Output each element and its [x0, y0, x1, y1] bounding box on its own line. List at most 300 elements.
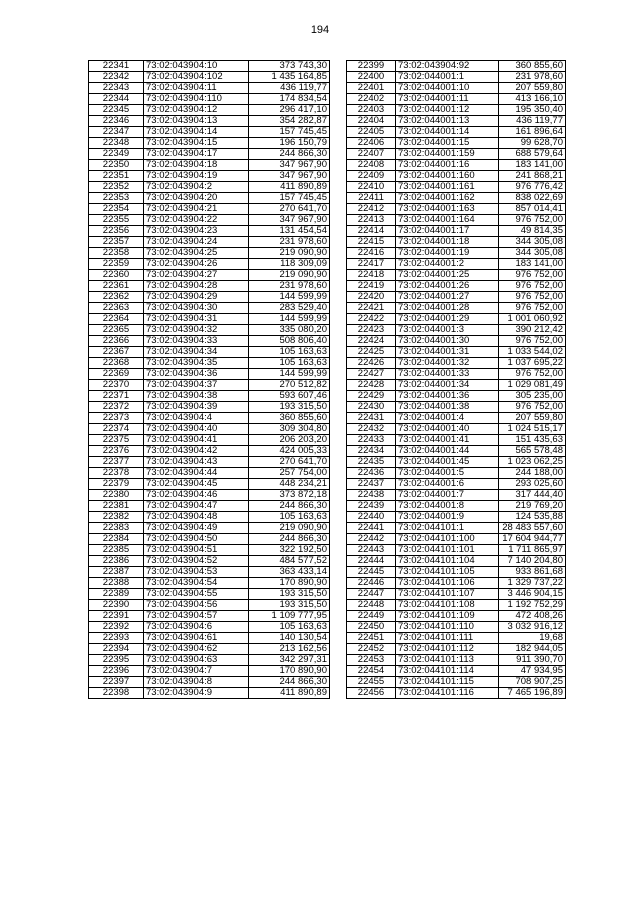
row-number: 22428: [347, 380, 396, 391]
cadastral-number: 73:02:044001:12: [396, 105, 499, 116]
cadastral-number: 73:02:044001:160: [396, 171, 499, 182]
table-row: [89, 644, 330, 655]
cadastral-number: 73:02:043904:15: [144, 138, 249, 149]
table-row: [89, 204, 330, 215]
cadastral-value: 49 814,35: [499, 226, 566, 237]
cadastral-number: 73:02:043904:57: [144, 611, 249, 622]
cadastral-value: 1 023 062,25: [499, 457, 566, 468]
cadastral-value: 335 080,20: [249, 325, 330, 336]
table-row: [89, 380, 330, 391]
table-row: [347, 512, 566, 523]
cadastral-value: 151 435,63: [499, 435, 566, 446]
cadastral-number: 73:02:044001:33: [396, 369, 499, 380]
row-number: 22446: [347, 578, 396, 589]
table-row: [89, 633, 330, 644]
row-number: 22436: [347, 468, 396, 479]
table-row: [347, 160, 566, 171]
table-row: [89, 402, 330, 413]
row-number: 22448: [347, 600, 396, 611]
cadastral-number: 73:02:044001:19: [396, 248, 499, 259]
cadastral-value: 976 752,00: [499, 281, 566, 292]
row-number: 22397: [89, 677, 144, 688]
cadastral-number: 73:02:043904:48: [144, 512, 249, 523]
row-number: 22380: [89, 490, 144, 501]
table-row: [89, 248, 330, 259]
cadastral-value: 347 967,90: [249, 160, 330, 171]
row-number: 22421: [347, 303, 396, 314]
row-number: 22449: [347, 611, 396, 622]
cadastral-value: 933 861,68: [499, 567, 566, 578]
row-number: 22373: [89, 413, 144, 424]
cadastral-number: 73:02:044001:7: [396, 490, 499, 501]
cadastral-value: 1 001 060,92: [499, 314, 566, 325]
row-number: 22367: [89, 347, 144, 358]
row-number: 22362: [89, 292, 144, 303]
table-row: [89, 160, 330, 171]
cadastral-number: 73:02:044001:8: [396, 501, 499, 512]
table-row: [347, 479, 566, 490]
table-row: [347, 226, 566, 237]
cadastral-number: 73:02:043904:50: [144, 534, 249, 545]
table-row: [347, 193, 566, 204]
row-number: 22347: [89, 127, 144, 138]
cadastral-value: 1 033 544,02: [499, 347, 566, 358]
cadastral-value: 976 752,00: [499, 215, 566, 226]
row-number: 22356: [89, 226, 144, 237]
cadastral-value: 1 024 515,17: [499, 424, 566, 435]
cadastral-number: 73:02:043904:23: [144, 226, 249, 237]
cadastral-value: 244 866,30: [249, 534, 330, 545]
table-row: [89, 424, 330, 435]
cadastral-number: 73:02:043904:40: [144, 424, 249, 435]
cadastral-number: 73:02:043904:2: [144, 182, 249, 193]
cadastral-value: 231 978,60: [499, 72, 566, 83]
table-row: [89, 688, 330, 699]
cadastral-number: 73:02:043904:92: [396, 61, 499, 72]
row-number: 22404: [347, 116, 396, 127]
cadastral-value: 976 752,00: [499, 270, 566, 281]
row-number: 22405: [347, 127, 396, 138]
table-row: [89, 622, 330, 633]
cadastral-value: 28 483 557,60: [499, 523, 566, 534]
row-number: 22401: [347, 83, 396, 94]
cadastral-value: 105 163,63: [249, 358, 330, 369]
cadastral-number: 73:02:044001:161: [396, 182, 499, 193]
cadastral-number: 73:02:043904:102: [144, 72, 249, 83]
table-row: [89, 457, 330, 468]
row-number: 22443: [347, 545, 396, 556]
cadastral-number: 73:02:043904:45: [144, 479, 249, 490]
cadastral-value: 196 150,79: [249, 138, 330, 149]
table-row: [347, 600, 566, 611]
cadastral-number: 73:02:044001:27: [396, 292, 499, 303]
table-row: [347, 534, 566, 545]
row-number: 22425: [347, 347, 396, 358]
cadastral-number: 73:02:043904:36: [144, 369, 249, 380]
row-number: 22400: [347, 72, 396, 83]
table-row: [89, 655, 330, 666]
cadastral-number: 73:02:043904:55: [144, 589, 249, 600]
table-row: [89, 534, 330, 545]
row-number: 22406: [347, 138, 396, 149]
cadastral-value: 19,68: [499, 633, 566, 644]
row-number: 22382: [89, 512, 144, 523]
cadastral-value: 219 769,20: [499, 501, 566, 512]
cadastral-value: 309 304,80: [249, 424, 330, 435]
cadastral-number: 73:02:043904:18: [144, 160, 249, 171]
row-number: 22445: [347, 567, 396, 578]
cadastral-value: 144 599,99: [249, 292, 330, 303]
cadastral-value: 436 119,77: [499, 116, 566, 127]
table-row: [89, 314, 330, 325]
cadastral-number: 73:02:043904:17: [144, 149, 249, 160]
cadastral-number: 73:02:043904:51: [144, 545, 249, 556]
cadastral-value: 3 032 916,12: [499, 622, 566, 633]
cadastral-value: 17 604 944,77: [499, 534, 566, 545]
row-number: 22366: [89, 336, 144, 347]
cadastral-number: 73:02:044001:14: [396, 127, 499, 138]
cadastral-value: 207 559,80: [499, 413, 566, 424]
cadastral-value: 283 529,40: [249, 303, 330, 314]
row-number: 22455: [347, 677, 396, 688]
cadastral-number: 73:02:044001:32: [396, 358, 499, 369]
row-number: 22365: [89, 325, 144, 336]
cadastral-number: 73:02:043904:24: [144, 237, 249, 248]
cadastral-value: 118 309,09: [249, 259, 330, 270]
table-row: [89, 182, 330, 193]
cadastral-number: 73:02:044001:30: [396, 336, 499, 347]
row-number: 22370: [89, 380, 144, 391]
cadastral-value: 244 866,30: [249, 149, 330, 160]
cadastral-number: 73:02:044101:115: [396, 677, 499, 688]
cadastral-value: 270 512,82: [249, 380, 330, 391]
table-row: [347, 138, 566, 149]
row-number: 22391: [89, 611, 144, 622]
cadastral-number: 73:02:044001:34: [396, 380, 499, 391]
cadastral-value: 1 435 164,85: [249, 72, 330, 83]
cadastral-number: 73:02:044001:4: [396, 413, 499, 424]
table-row: [89, 94, 330, 105]
row-number: 22454: [347, 666, 396, 677]
cadastral-value: 390 212,42: [499, 325, 566, 336]
table-row: [89, 556, 330, 567]
table-row: [347, 270, 566, 281]
cadastral-value: 219 090,90: [249, 270, 330, 281]
cadastral-value: 182 944,05: [499, 644, 566, 655]
table-row: [347, 116, 566, 127]
cadastral-number: 73:02:044001:13: [396, 116, 499, 127]
table-row: [89, 677, 330, 688]
cadastral-value: 231 978,60: [249, 281, 330, 292]
table-row: [89, 611, 330, 622]
cadastral-number: 73:02:044001:163: [396, 204, 499, 215]
table-row: [347, 468, 566, 479]
row-number: 22359: [89, 259, 144, 270]
table-row: [89, 259, 330, 270]
table-row: [347, 644, 566, 655]
cadastral-number: 73:02:044101:101: [396, 545, 499, 556]
cadastral-number: 73:02:043904:6: [144, 622, 249, 633]
table-row: [89, 446, 330, 457]
row-number: 22441: [347, 523, 396, 534]
cadastral-number: 73:02:043904:38: [144, 391, 249, 402]
cadastral-number: 73:02:044001:2: [396, 259, 499, 270]
cadastral-number: 73:02:044001:9: [396, 512, 499, 523]
table-row: [347, 622, 566, 633]
row-number: 22399: [347, 61, 396, 72]
row-number: 22344: [89, 94, 144, 105]
cadastral-number: 73:02:044001:17: [396, 226, 499, 237]
row-number: 22345: [89, 105, 144, 116]
table-row: [89, 105, 330, 116]
table-row: [89, 72, 330, 83]
row-number: 22416: [347, 248, 396, 259]
cadastral-value: 411 890,89: [249, 182, 330, 193]
cadastral-value: 976 776,42: [499, 182, 566, 193]
row-number: 22376: [89, 446, 144, 457]
row-number: 22383: [89, 523, 144, 534]
cadastral-number: 73:02:043904:21: [144, 204, 249, 215]
cadastral-value: 7 140 204,80: [499, 556, 566, 567]
cadastral-number: 73:02:043904:13: [144, 116, 249, 127]
table-row: [347, 259, 566, 270]
cadastral-number: 73:02:044001:26: [396, 281, 499, 292]
cadastral-number: 73:02:044101:110: [396, 622, 499, 633]
cadastral-value: 105 163,63: [249, 347, 330, 358]
row-number: 22442: [347, 534, 396, 545]
table-row: [347, 94, 566, 105]
row-number: 22422: [347, 314, 396, 325]
cadastral-value: 305 235,00: [499, 391, 566, 402]
cadastral-number: 73:02:044001:162: [396, 193, 499, 204]
cadastral-number: 73:02:043904:8: [144, 677, 249, 688]
row-number: 22432: [347, 424, 396, 435]
table-row: [347, 325, 566, 336]
table-row: [347, 204, 566, 215]
cadastral-number: 73:02:043904:33: [144, 336, 249, 347]
cadastral-number: 73:02:043904:9: [144, 688, 249, 699]
cadastral-value: 293 025,60: [499, 479, 566, 490]
cadastral-value: 193 315,50: [249, 589, 330, 600]
cadastral-number: 73:02:044001:40: [396, 424, 499, 435]
cadastral-number: 73:02:044001:45: [396, 457, 499, 468]
cadastral-value: 373 743,30: [249, 61, 330, 72]
cadastral-number: 73:02:044101:116: [396, 688, 499, 699]
cadastral-value: 161 896,64: [499, 127, 566, 138]
cadastral-value: 1 109 777,95: [249, 611, 330, 622]
row-number: 22392: [89, 622, 144, 633]
cadastral-value: 976 752,00: [499, 336, 566, 347]
row-number: 22388: [89, 578, 144, 589]
table-row: [347, 457, 566, 468]
table-row: [89, 589, 330, 600]
table-row: [89, 83, 330, 94]
cadastral-number: 73:02:044001:44: [396, 446, 499, 457]
table-row: [89, 567, 330, 578]
row-number: 22451: [347, 633, 396, 644]
cadastral-number: 73:02:043904:63: [144, 655, 249, 666]
table-row: [347, 171, 566, 182]
cadastral-number: 73:02:044001:38: [396, 402, 499, 413]
table-row: [89, 116, 330, 127]
cadastral-value: 360 855,60: [249, 413, 330, 424]
table-row: [347, 545, 566, 556]
row-number: 22415: [347, 237, 396, 248]
table-row: [347, 127, 566, 138]
row-number: 22417: [347, 259, 396, 270]
cadastral-number: 73:02:043904:56: [144, 600, 249, 611]
cadastral-value: 322 192,50: [249, 545, 330, 556]
cadastral-value: 347 967,90: [249, 215, 330, 226]
row-number: 22361: [89, 281, 144, 292]
cadastral-number: 73:02:044101:108: [396, 600, 499, 611]
table-row: [347, 336, 566, 347]
cadastral-number: 73:02:043904:27: [144, 270, 249, 281]
row-number: 22378: [89, 468, 144, 479]
table-row: [347, 589, 566, 600]
row-number: 22431: [347, 413, 396, 424]
row-number: 22374: [89, 424, 144, 435]
table-row: [347, 578, 566, 589]
cadastral-value: 7 465 196,89: [499, 688, 566, 699]
cadastral-number: 73:02:043904:35: [144, 358, 249, 369]
cadastral-number: 73:02:043904:44: [144, 468, 249, 479]
cadastral-number: 73:02:043904:34: [144, 347, 249, 358]
cadastral-number: 73:02:044001:29: [396, 314, 499, 325]
cadastral-value: 688 579,64: [499, 149, 566, 160]
row-number: 22352: [89, 182, 144, 193]
cadastral-number: 73:02:043904:22: [144, 215, 249, 226]
cadastral-value: 911 390,70: [499, 655, 566, 666]
row-number: 22358: [89, 248, 144, 259]
table-row: [347, 83, 566, 94]
table-row: [347, 292, 566, 303]
cadastral-number: 73:02:043904:62: [144, 644, 249, 655]
cadastral-number: 73:02:043904:30: [144, 303, 249, 314]
cadastral-number: 73:02:044101:114: [396, 666, 499, 677]
cadastral-number: 73:02:044101:1: [396, 523, 499, 534]
table-row: [89, 193, 330, 204]
cadastral-value: 857 014,41: [499, 204, 566, 215]
cadastral-value: 317 444,40: [499, 490, 566, 501]
cadastral-value: 193 315,50: [249, 402, 330, 413]
table-row: [89, 369, 330, 380]
row-number: 22375: [89, 435, 144, 446]
cadastral-value: 183 141,00: [499, 259, 566, 270]
cadastral-value: 484 577,52: [249, 556, 330, 567]
row-number: 22369: [89, 369, 144, 380]
cadastral-value: 363 433,14: [249, 567, 330, 578]
cadastral-value: 244 866,30: [249, 677, 330, 688]
cadastral-value: 1 029 081,49: [499, 380, 566, 391]
table-row: [347, 149, 566, 160]
cadastral-number: 73:02:043904:10: [144, 61, 249, 72]
cadastral-number: 73:02:043904:29: [144, 292, 249, 303]
row-number: 22413: [347, 215, 396, 226]
cadastral-number: 73:02:043904:7: [144, 666, 249, 677]
row-number: 22437: [347, 479, 396, 490]
cadastral-value: 413 166,10: [499, 94, 566, 105]
table-row: [347, 237, 566, 248]
cadastral-value: 976 752,00: [499, 292, 566, 303]
cadastral-number: 73:02:043904:54: [144, 578, 249, 589]
cadastral-value: 170 890,90: [249, 666, 330, 677]
cadastral-value: 213 162,56: [249, 644, 330, 655]
cadastral-value: 144 599,99: [249, 314, 330, 325]
cadastral-number: 73:02:043904:26: [144, 259, 249, 270]
row-number: 22360: [89, 270, 144, 281]
row-number: 22384: [89, 534, 144, 545]
table-row: [347, 303, 566, 314]
cadastral-number: 73:02:044001:1: [396, 72, 499, 83]
table-row: [89, 600, 330, 611]
table-row: [347, 413, 566, 424]
row-number: 22411: [347, 193, 396, 204]
cadastral-value: 47 934,95: [499, 666, 566, 677]
cadastral-number: 73:02:043904:25: [144, 248, 249, 259]
table-row: [347, 347, 566, 358]
row-number: 22434: [347, 446, 396, 457]
row-number: 22420: [347, 292, 396, 303]
cadastral-value: 448 234,21: [249, 479, 330, 490]
cadastral-number: 73:02:044101:113: [396, 655, 499, 666]
cadastral-number: 73:02:044001:6: [396, 479, 499, 490]
cadastral-number: 73:02:043904:110: [144, 94, 249, 105]
cadastral-value: 1 711 865,97: [499, 545, 566, 556]
cadastral-number: 73:02:043904:31: [144, 314, 249, 325]
registry-table-left: [88, 60, 330, 699]
table-row: [89, 523, 330, 534]
cadastral-number: 73:02:044001:159: [396, 149, 499, 160]
row-number: 22396: [89, 666, 144, 677]
row-number: 22343: [89, 83, 144, 94]
cadastral-number: 73:02:043904:47: [144, 501, 249, 512]
row-number: 22410: [347, 182, 396, 193]
row-number: 22342: [89, 72, 144, 83]
row-number: 22440: [347, 512, 396, 523]
table-row: [347, 314, 566, 325]
table-row: [89, 281, 330, 292]
cadastral-number: 73:02:044001:3: [396, 325, 499, 336]
table-row: [89, 61, 330, 72]
cadastral-value: 157 745,45: [249, 193, 330, 204]
cadastral-number: 73:02:044001:10: [396, 83, 499, 94]
table-row: [347, 490, 566, 501]
cadastral-value: 354 282,87: [249, 116, 330, 127]
cadastral-value: 105 163,63: [249, 512, 330, 523]
table-row: [89, 479, 330, 490]
cadastral-value: 270 641,70: [249, 204, 330, 215]
cadastral-value: 270 641,70: [249, 457, 330, 468]
row-number: 22379: [89, 479, 144, 490]
cadastral-number: 73:02:043904:19: [144, 171, 249, 182]
table-row: [347, 248, 566, 259]
table-row: [89, 490, 330, 501]
cadastral-value: 219 090,90: [249, 248, 330, 259]
table-row: [347, 281, 566, 292]
cadastral-value: 144 599,99: [249, 369, 330, 380]
table-row: [347, 435, 566, 446]
row-number: 22435: [347, 457, 396, 468]
row-number: 22346: [89, 116, 144, 127]
cadastral-number: 73:02:044101:112: [396, 644, 499, 655]
row-number: 22430: [347, 402, 396, 413]
cadastral-value: 436 119,77: [249, 83, 330, 94]
table-row: [347, 380, 566, 391]
cadastral-number: 73:02:044001:28: [396, 303, 499, 314]
row-number: 22433: [347, 435, 396, 446]
cadastral-value: 976 752,00: [499, 369, 566, 380]
